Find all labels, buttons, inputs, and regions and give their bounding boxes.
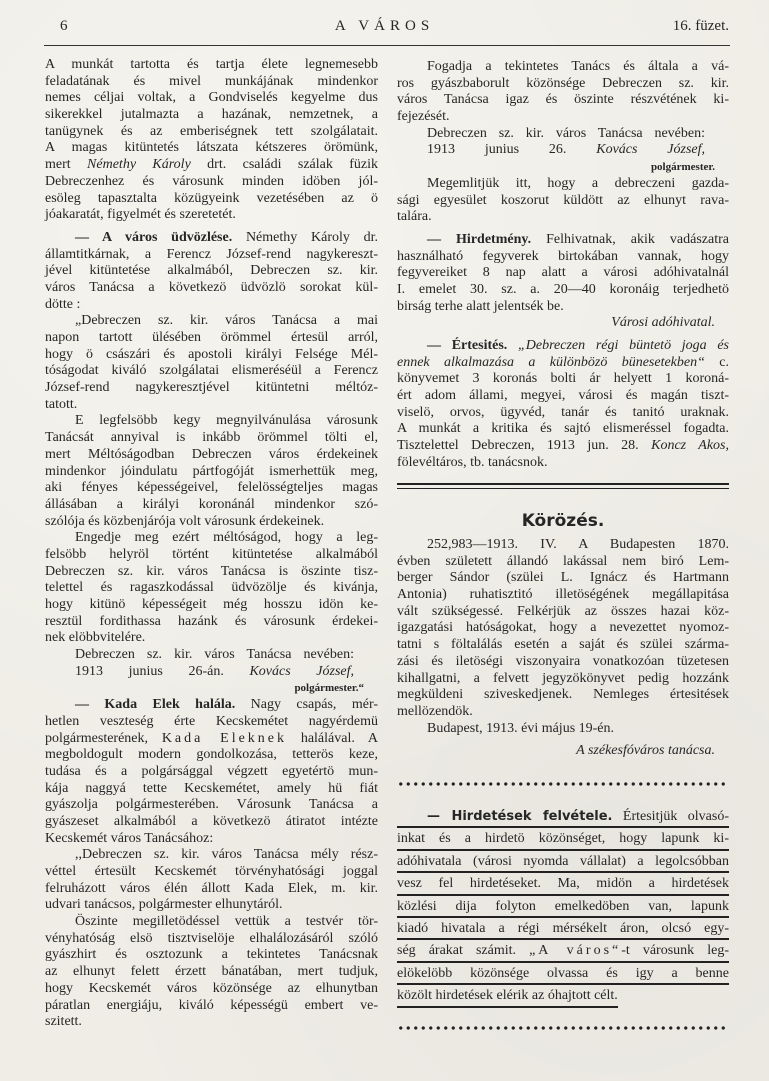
signoff	[397, 315, 729, 332]
text-line: udvari tanácsos, polgármester elhunytáról.	[45, 897, 283, 913]
text-line: viselö, orvos, ügyvéd, tanár és tanitó uraknak.	[397, 404, 729, 420]
text-line	[397, 743, 729, 760]
italic-text: Koncz Akos,	[651, 438, 730, 454]
text-span: „A város“	[529, 943, 622, 959]
signoff	[397, 159, 729, 176]
text-line: vesz fel hirdetéseket. Ma, midön a hirdetések	[397, 873, 729, 895]
text-line: A munkát a kritika és sajtó elismeréssel fogadta.	[397, 421, 729, 437]
text-span: polgármesterének,	[45, 730, 162, 746]
text-line: aki fényes képességeivel, felelösségteljes magas	[45, 480, 378, 496]
text-line: fejezését.	[397, 109, 450, 125]
text-span: Tisztelettel Debreczen, 1913 jun. 28.	[397, 438, 652, 454]
text-line: napon tartott ülésében örömmel értesül arról,	[45, 330, 378, 345]
text-line	[45, 697, 378, 714]
paragraph	[397, 537, 729, 721]
text-line: „Debreczen sz. kir. város Tanácsa a mai	[75, 313, 378, 329]
paragraph	[45, 847, 378, 914]
paragraph	[45, 413, 378, 530]
text-line: Debreczen sz. kir. város Tanácsa nevében:	[427, 125, 705, 141]
text-line: tanügynek és az emberiségnek tett szolgálatait.	[45, 123, 378, 139]
text-line: Megemlitjük itt, hogy a debreczeni gazda-	[427, 175, 729, 191]
text-line: elökelöbb közönsége olvassa és igy a benne	[397, 963, 729, 985]
text-span: polgármester.“	[294, 682, 364, 695]
text-line: vált szükségessé. Felkérjük az összes hazai köz-	[397, 603, 729, 619]
text-line: I. emelet 30. sz. a. 20—40 koronáig terjedhetö	[397, 281, 729, 297]
italic-text: Kovács József,	[249, 663, 354, 679]
signoff	[397, 743, 729, 760]
text-line: E legfelsöbb kegy megnyilvánulása városunk	[75, 413, 378, 429]
text-line	[45, 157, 378, 174]
italic-text: A székesfóváros tanácsa.	[576, 743, 715, 759]
text-line: fegyvereiket 8 nap alatt a városi adóhivatalnál	[397, 265, 729, 281]
text-line: páratlan energiáju, kiváló képességü embert ve-	[45, 997, 378, 1013]
text-line: mert Méltóságodban Debreczen város érdekeinek	[45, 446, 378, 462]
text-line	[397, 940, 729, 962]
star-row-divider	[397, 1025, 729, 1031]
paragraph	[45, 57, 378, 224]
text-line	[397, 438, 729, 455]
text-line: évben született állandó lakással nem biró Lem-	[397, 553, 729, 569]
text-line: közölt hirdetések elérik az óhajtott célt.	[397, 985, 618, 1007]
text-line: mindenkor jóindulatu pártfogóját ismerhettük meg,	[45, 463, 378, 479]
text-line: gyászolja polgármesterében. Városunk Tanácsa a	[45, 797, 378, 813]
signature-block	[45, 647, 378, 680]
text-line: József-rend nagykeresztjével kitüntetni méltóz-	[45, 380, 378, 396]
issue-number: 16. füzet.	[672, 18, 729, 34]
text-line	[45, 731, 378, 748]
text-line	[397, 159, 729, 176]
paragraph	[45, 914, 378, 1031]
signature-block	[397, 126, 729, 159]
text-line	[45, 230, 378, 247]
text-span: halálával. A	[287, 730, 378, 746]
text-line: feladatának és mivel munkájának mindenkor	[45, 73, 378, 89]
text-line: tóságodat kiváló szolgálatai elismeréséül a Ferencz	[45, 363, 378, 379]
paragraph	[45, 530, 378, 647]
text-line: használható fegyverek birtokában vannak, hogy	[397, 248, 729, 264]
text-line: Öszinte megilletödéssel vettük a testvér tör-	[75, 914, 378, 930]
section-heading-korozes: Körözés.	[521, 511, 605, 531]
italic-text: ennek alkalmazása a különbözö bünesetekben“	[397, 354, 705, 370]
text-line: tatni s föltalálás esetén a saját és szülei szárma-	[397, 637, 729, 653]
star-row-divider	[397, 781, 729, 787]
page-number: 6	[60, 18, 68, 34]
header-rule	[44, 45, 730, 46]
paragraph	[397, 338, 729, 472]
right-column-notices	[397, 59, 729, 472]
italic-text: Városi adóhivatal.	[611, 315, 715, 331]
article-title: — Hirdetmény.	[427, 231, 532, 247]
article-title: — Kada Elek halála.	[75, 697, 236, 713]
text-line: fölevéltáros, tb. tanácsnok.	[397, 454, 548, 470]
text-span: polgármester.	[650, 161, 715, 174]
text-line: talára.	[397, 209, 432, 225]
text-line: megboldogult modern gondolkozása, tetterös keze,	[45, 747, 378, 763]
text-line: felruházott város élén állott Kada Elek, m. kir.	[45, 880, 378, 896]
italic-text: Kovács József,	[596, 142, 705, 158]
text-span: Kada Eleknek	[161, 730, 288, 746]
text-line: kiadó hivatala a régi mérsékelt áron, olcsó egy-	[397, 918, 729, 940]
text-line: megküldeni sziveskedjenek. Nemleges értesitések	[397, 687, 729, 703]
text-line	[45, 664, 378, 681]
text-line: 252,983—1913. IV. A Budapesten 1870.	[427, 537, 729, 552]
text-line: állásában a királyi koronánál mindenkor szó-	[45, 496, 378, 512]
text-line: vényhatóság elsö tisztviselöje elhalálozásáról szóló	[45, 930, 378, 946]
text-line: sikerekkel jutalmazta a hazának, nemzetnek, a	[45, 107, 378, 123]
text-span: Nagy csapás, mér-	[235, 697, 379, 713]
text-line: államtitkárnak, a Ferencz József-rend nagykereszt-	[45, 246, 378, 262]
text-line: nek elöbbvitelére.	[45, 630, 146, 646]
text-line: mellözendök.	[397, 703, 473, 719]
text-line: az elhunyt felett érzett bánatában, mert tudjuk,	[45, 964, 378, 980]
text-line	[397, 315, 729, 332]
text-line: resztül fordithassa hazánk és városunk érdekei-	[45, 613, 378, 629]
left-column	[45, 57, 378, 1031]
text-span: Felhivatnak, akik vadászatra	[531, 231, 729, 247]
text-line: Debreczen sz. kir. város Tanácsa nevében:	[75, 647, 354, 663]
publication-title: A VÁROS	[334, 18, 435, 34]
paragraph	[397, 232, 729, 315]
text-line: birság terhe alatt jelentsék be.	[397, 298, 564, 314]
paragraph	[397, 59, 729, 126]
text-span: ség árakat számit.	[397, 943, 530, 959]
text-line: telettel és ragaszkodással üdvözölje és kivánja,	[45, 580, 378, 596]
right-column-wanted-notice	[397, 508, 729, 760]
text-line: igazgatási hatóságokat, hogy a nevezettet nyomoz-	[397, 620, 729, 636]
text-span: Értesitjük olvasó-	[612, 809, 729, 824]
text-line	[397, 338, 729, 355]
text-line: közlési dija folyton emelkedöben van, lapunk	[397, 896, 729, 918]
text-span: 1913 junius 26-án.	[75, 663, 250, 679]
text-line: véttel értesült Kecskemét törvényhatósági joggal	[45, 864, 378, 879]
text-line	[397, 232, 729, 249]
double-rule-divider	[397, 483, 729, 489]
text-line: felsöbb helyröl történt kitüntetése alkalmából	[45, 546, 378, 562]
text-line: tatott.	[45, 396, 78, 412]
text-line: Debreczenhez és városunk minden idöben jól-	[45, 173, 378, 189]
text-line: hetlen veszteség érte Kecskemétet nagyérdemü	[45, 713, 378, 729]
article-title: — Hirdetések felvétele.	[427, 809, 613, 824]
text-line: kihallgatni, a felvett jegyzökönyvet pedig hozzánk	[397, 670, 729, 686]
article-title: — A város üdvözlése.	[75, 229, 233, 245]
text-line: A magas kitüntetés látszata kétszeres örömünk,	[45, 140, 378, 156]
text-line: Antonia) ruhatisztitó illetöségének megállapitása	[397, 587, 729, 603]
text-span: Némethy Károly dr.	[232, 229, 378, 245]
paragraph	[45, 230, 378, 313]
text-line	[397, 355, 729, 372]
text-span: -t városunk leg-	[621, 943, 729, 959]
italic-text: „Debreczen régi büntetö joga és	[518, 338, 730, 353]
paragraph	[397, 806, 729, 1008]
text-span: c.	[704, 354, 729, 370]
text-line: gyászhirt és osztozunk a tekintetes Tanácsnak	[45, 947, 378, 963]
text-line: szitett.	[45, 1014, 82, 1030]
paragraph	[45, 697, 378, 847]
text-line: Tanácsát annyival is inkább örömmel tölti el,	[45, 430, 378, 446]
text-line: szólója és közbenjárója volt városunk érdekeinek.	[45, 513, 325, 529]
text-line: Kecskemét város Tanácsához:	[45, 830, 214, 846]
text-line: dötte :	[45, 296, 81, 312]
text-line: zási és iletöségi viszonyaira vonatkozóan tüzetesen	[397, 653, 729, 669]
text-line: Debreczen sz. kir. város Tanácsa is öszinte tisz-	[45, 563, 378, 579]
text-line: hogy kitünö képességeit még hosszu idön ke-	[45, 597, 378, 612]
text-span: 1913 junius 26.	[427, 142, 597, 158]
text-span	[507, 338, 518, 353]
text-line: tudása és a polgársággal végzett egyetértö mun-	[45, 763, 378, 779]
text-span: drt. családi szálak füzik	[190, 157, 379, 173]
text-line: jével kitüntetése alkalmából, Debreczen sz. kir.	[45, 263, 378, 279]
text-line: hogy Kecskemét város közönsége az elhunytban	[45, 980, 378, 996]
text-line: ,,Debreczen sz. kir. város Tanácsa mély rész-	[75, 847, 378, 863]
italic-text: Némethy Károly	[87, 157, 191, 173]
paragraph	[397, 176, 729, 226]
signoff	[45, 680, 378, 697]
text-line: Engedje meg ezért méltóságod, hogy a leg-	[75, 530, 378, 546]
text-line: berger Sándor (szülei L. Ignácz és Hartmann	[397, 570, 729, 586]
text-line	[397, 142, 729, 159]
right-column-advertising-notice	[397, 806, 729, 1008]
text-line	[45, 680, 378, 697]
text-line: ros gyászbaborult közönsége Debreczen sz. kir.	[397, 75, 729, 91]
article-title: — Értesités.	[427, 338, 508, 353]
text-span: mert	[45, 157, 88, 173]
text-line: ért adom állami, megyei, városi és magán tiszt-	[397, 388, 729, 404]
paragraph	[397, 721, 729, 738]
text-line: Fogadja a tekintetes Tanács és általa a vá-	[427, 59, 729, 74]
text-line: jóakaratát, figyelmét és szeretetét.	[45, 207, 236, 223]
text-line: adóhivatala (városi nyomda vállalat) a legolcsóbban	[397, 851, 729, 873]
text-line	[397, 806, 729, 828]
text-line: hogy ö császári és apostoli királyi Felsége Mél-	[45, 346, 378, 362]
text-line: esöleg tapasztalta közügyeink vezetésében az ö	[45, 190, 378, 206]
text-line: Budapest, 1913. évi május 19-én.	[427, 720, 615, 736]
text-line: könyvemet 3 koronás bolti ár helyett 1 koroná-	[397, 371, 729, 387]
text-line: A munkát tartotta és tartja élete legnemesebb	[45, 57, 378, 72]
paragraph	[45, 313, 378, 413]
text-line: város Tanácsa igaz és öszinte részvétének ki-	[397, 92, 729, 108]
text-line: város Tanácsa a következö üdvözlö sorokat kül-	[45, 279, 378, 295]
text-line: kája naggyá tette Kecskemétet, amely hü fiát	[45, 780, 378, 796]
text-line: nemes céljai voltak, a Gondviselés kegyelme dus	[45, 90, 378, 106]
text-line: inkat és a hirdetö közönséget, hogy lapunk ki-	[397, 828, 729, 850]
text-line: gyászeset alkalmából a következö átiratot intézte	[45, 813, 378, 829]
text-line: sági egyesület koszorut küldött az elhunyt rava-	[397, 192, 729, 208]
